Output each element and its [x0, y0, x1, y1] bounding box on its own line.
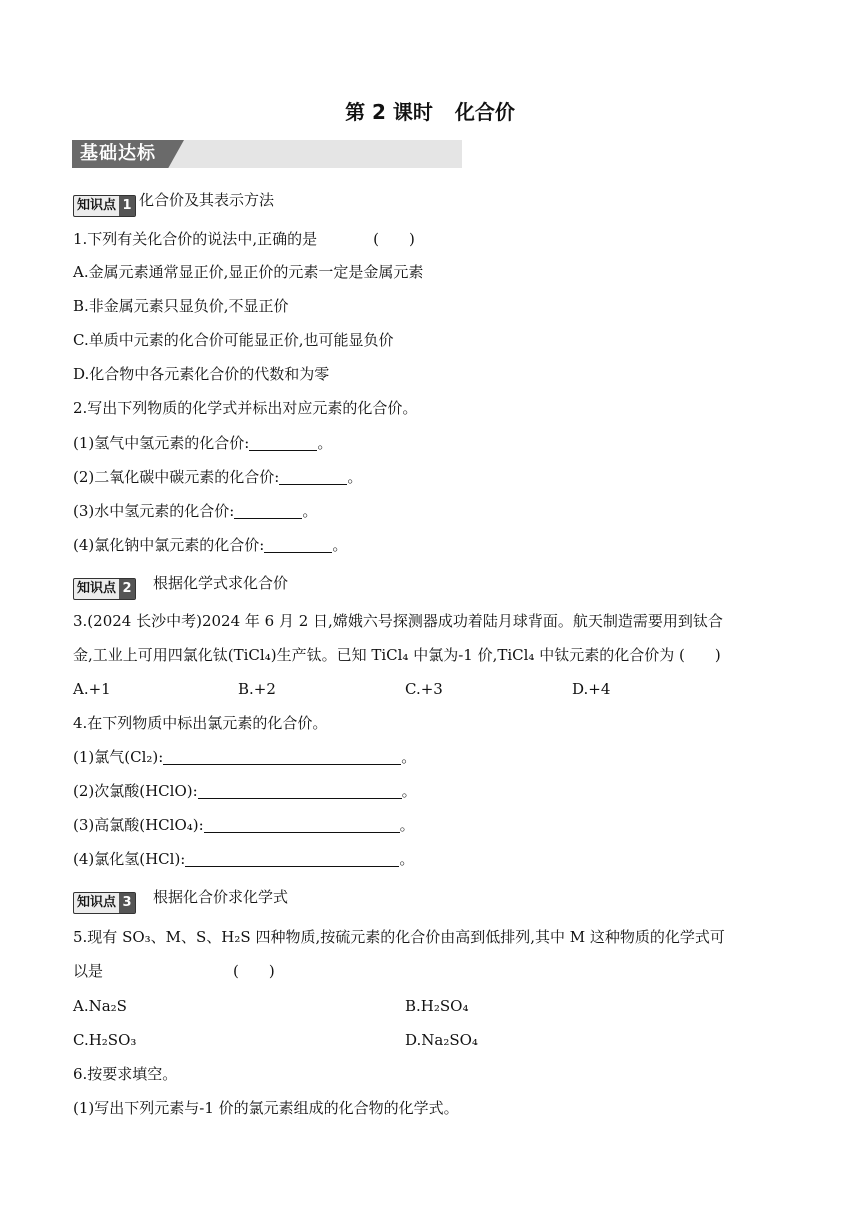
question-4-item-2: (2)次氯酸(HClO): 。	[73, 782, 417, 800]
knowledge-point-1	[73, 189, 274, 217]
question-3-option-d: D.+4	[572, 680, 611, 698]
knowledge-point-title: 化合价及其表示方法	[139, 191, 275, 209]
lesson-number: 第 2 课时	[345, 100, 433, 124]
question-5-option-c: C.H₂SO₃	[73, 1031, 137, 1049]
knowledge-point-3	[73, 886, 288, 914]
knowledge-point-title: 根据化学式求化合价	[153, 574, 289, 592]
question-2-item-3: (3)水中氢元素的化合价: 。	[73, 502, 318, 520]
answer-blank[interactable]	[279, 468, 347, 485]
question-6-stem: 6.按要求填空。	[73, 1065, 178, 1083]
answer-blank[interactable]	[204, 816, 400, 833]
lesson-topic: 化合价	[454, 100, 515, 124]
answer-blank[interactable]	[198, 782, 402, 799]
answer-blank[interactable]	[249, 434, 317, 451]
question-2-item-4: (4)氯化钠中氯元素的化合价: 。	[73, 536, 348, 554]
question-1-option-d: D.化合物中各元素化合价的代数和为零	[73, 365, 330, 383]
answer-paren: ( )	[678, 646, 721, 664]
answer-blank[interactable]	[185, 850, 399, 867]
question-6-subquestion-1: (1)写出下列元素与-1 价的氯元素组成的化合物的化学式。	[73, 1099, 459, 1117]
question-3-line-1: 3.(2024 长沙中考)2024 年 6 月 2 日,嫦娥六号探测器成功着陆月球背面。航天制造需要用到钛合	[73, 612, 723, 630]
page-title	[0, 96, 860, 125]
answer-paren: ( )	[233, 962, 275, 980]
knowledge-point-badge: 知识点 2	[73, 578, 136, 600]
answer-blank[interactable]	[264, 536, 332, 553]
answer-paren: ( )	[373, 230, 415, 248]
question-5-option-a: A.Na₂S	[73, 997, 127, 1015]
question-5-option-d: D.Na₂SO₄	[405, 1031, 478, 1049]
question-1-stem: 1.下列有关化合价的说法中,正确的是 ( )	[73, 230, 415, 248]
section-banner-label: 基础达标	[80, 143, 156, 164]
question-1-option-a: A.金属元素通常显正价,显正价的元素一定是金属元素	[73, 263, 424, 281]
question-5-line-2: 以是 ( )	[73, 962, 275, 980]
question-3-option-c: C.+3	[405, 680, 443, 698]
question-1-option-b: B.非金属元素只显负价,不显正价	[73, 297, 289, 315]
knowledge-point-title: 根据化合价求化学式	[153, 888, 289, 906]
section-banner	[72, 140, 462, 168]
answer-blank[interactable]	[163, 748, 401, 765]
question-4-stem: 4.在下列物质中标出氯元素的化合价。	[73, 714, 328, 732]
question-1-option-c: C.单质中元素的化合价可能显正价,也可能显负价	[73, 331, 394, 349]
question-5-option-b: B.H₂SO₄	[405, 997, 469, 1015]
question-2-item-2: (2)二氧化碳中碳元素的化合价: 。	[73, 468, 363, 486]
question-2-item-1: (1)氢气中氢元素的化合价: 。	[73, 434, 333, 452]
question-4-item-1: (1)氯气(Cl₂): 。	[73, 748, 417, 766]
knowledge-point-2	[73, 572, 288, 600]
question-4-item-4: (4)氯化氢(HCl): 。	[73, 850, 415, 868]
question-4-item-3: (3)高氯酸(HClO₄): 。	[73, 816, 415, 834]
question-3-option-b: B.+2	[238, 680, 276, 698]
question-2-stem: 2.写出下列物质的化学式并标出对应元素的化合价。	[73, 399, 418, 417]
question-3-line-2: 金,工业上可用四氯化钛(TiCl₄)生产钛。已知 TiCl₄ 中氯为-1 价,TiCl₄ 中钛元素的化合价为 ( )	[73, 646, 721, 664]
question-5-line-1: 5.现有 SO₃、M、S、H₂S 四种物质,按硫元素的化合价由高到低排列,其中 M 这种物质的化学式可	[73, 928, 725, 946]
knowledge-point-badge: 知识点 3	[73, 892, 136, 914]
answer-blank[interactable]	[234, 502, 302, 519]
knowledge-point-badge: 知识点 1	[73, 195, 136, 217]
question-3-option-a: A.+1	[73, 680, 111, 698]
